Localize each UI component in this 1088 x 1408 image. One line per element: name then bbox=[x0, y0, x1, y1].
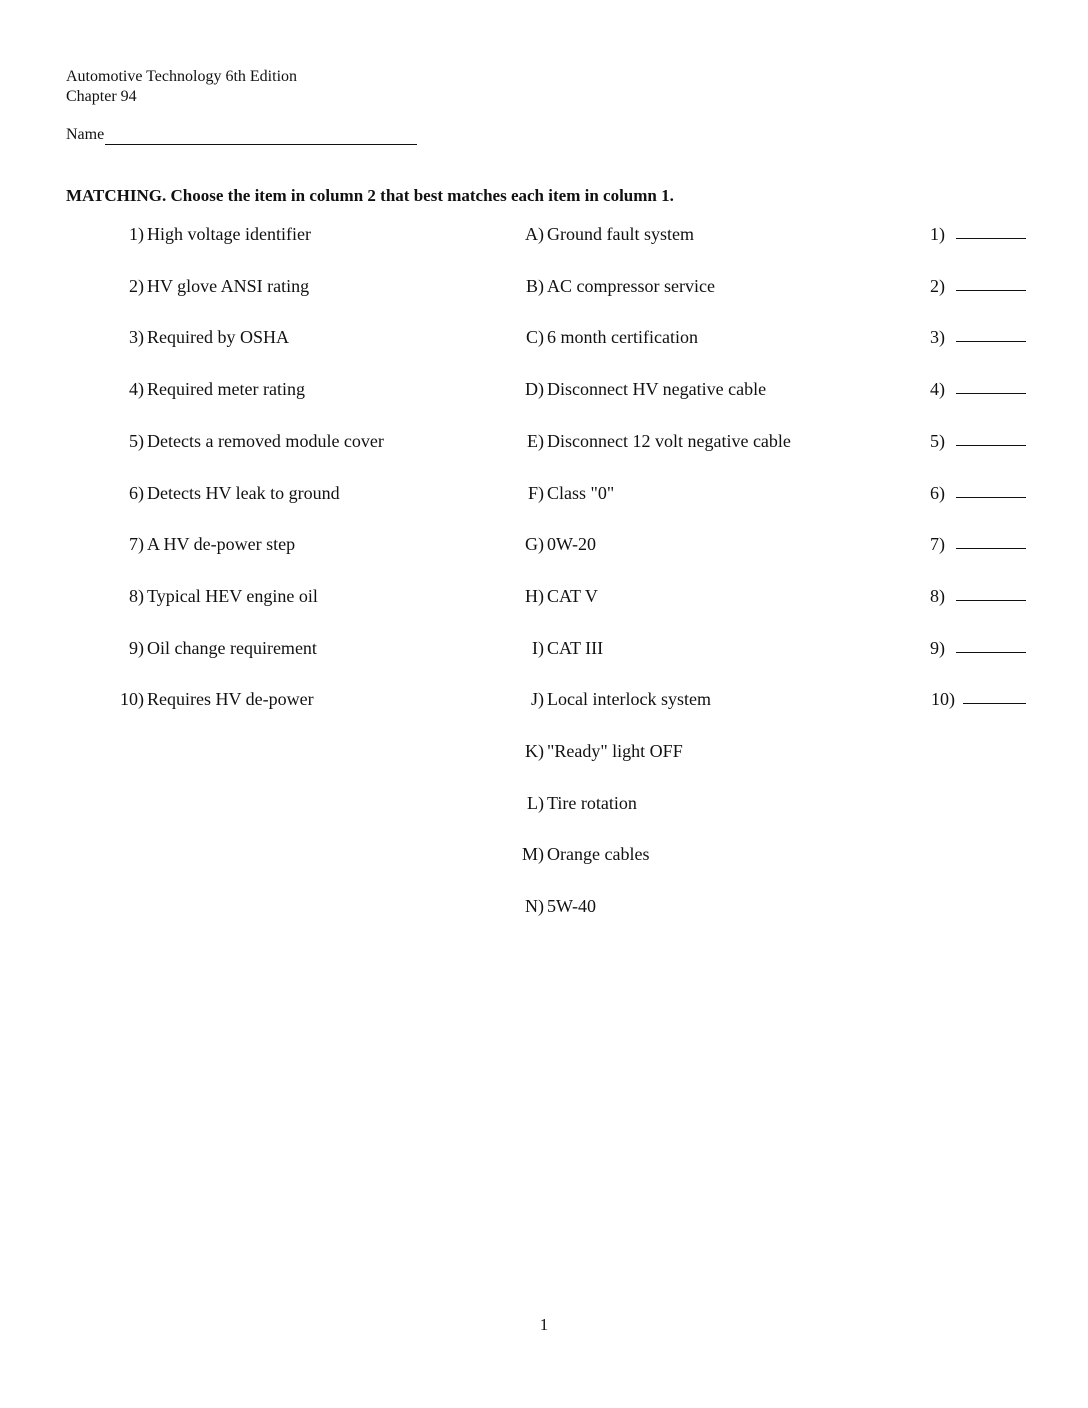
choice-letter: G) bbox=[525, 534, 544, 554]
answer-blank[interactable] bbox=[956, 290, 1026, 291]
answer-blank[interactable] bbox=[956, 445, 1026, 446]
answer-number: 8) bbox=[930, 586, 945, 606]
choice-text: Orange cables bbox=[547, 844, 650, 864]
answer-number: 9) bbox=[930, 638, 945, 658]
choice-letter: F) bbox=[527, 483, 544, 503]
choice-text: 5W-40 bbox=[547, 896, 596, 916]
choice-text: "Ready" light OFF bbox=[547, 741, 683, 761]
answer-blank[interactable] bbox=[956, 600, 1026, 601]
premise-text: Typical HEV engine oil bbox=[147, 586, 318, 606]
answer-blank[interactable] bbox=[956, 497, 1026, 498]
answer-number: 5) bbox=[930, 431, 945, 451]
choice-letter: J) bbox=[531, 689, 544, 709]
chapter-label: Chapter 94 bbox=[66, 88, 137, 105]
book-title: Automotive Technology 6th Edition bbox=[66, 68, 298, 85]
premise-number: 2) bbox=[129, 276, 144, 296]
answer-number: 2) bbox=[930, 276, 945, 296]
choice-text: Disconnect 12 volt negative cable bbox=[547, 431, 791, 451]
answer-blank[interactable] bbox=[956, 238, 1026, 239]
answer-blank[interactable] bbox=[956, 548, 1026, 549]
name-row bbox=[66, 125, 417, 145]
name-label: Name bbox=[66, 126, 105, 143]
choice-text: Class "0" bbox=[547, 483, 615, 503]
choice-text: Tire rotation bbox=[547, 793, 637, 813]
premise-text: Required by OSHA bbox=[147, 327, 289, 347]
answer-number: 4) bbox=[930, 379, 945, 399]
premise-text: Requires HV de-power bbox=[147, 689, 314, 709]
premise-number: 3) bbox=[129, 327, 144, 347]
premise-number: 4) bbox=[129, 379, 144, 399]
matching-row bbox=[0, 893, 1088, 919]
choice-letter: C) bbox=[526, 327, 544, 347]
answer-number: 1) bbox=[930, 224, 945, 244]
choice-letter: E) bbox=[527, 431, 544, 451]
matching-row bbox=[0, 635, 1088, 661]
choice-text: 6 month certification bbox=[547, 327, 698, 347]
choice-text: Disconnect HV negative cable bbox=[547, 379, 767, 399]
choice-text: CAT III bbox=[547, 638, 604, 658]
choice-letter: H) bbox=[525, 586, 544, 606]
matching-row bbox=[0, 480, 1088, 506]
premise-text: Required meter rating bbox=[147, 379, 305, 399]
choice-letter: I) bbox=[532, 638, 544, 658]
choice-text: CAT V bbox=[547, 586, 598, 606]
page-number: 1 bbox=[539, 1315, 549, 1334]
choice-text: AC compressor service bbox=[547, 276, 715, 296]
choice-letter: K) bbox=[525, 741, 544, 761]
matching-row bbox=[0, 686, 1088, 712]
premise-text: A HV de-power step bbox=[147, 534, 296, 554]
premise-number: 7) bbox=[129, 534, 144, 554]
matching-row bbox=[0, 324, 1088, 350]
premise-text: Oil change requirement bbox=[147, 638, 317, 658]
matching-row bbox=[0, 376, 1088, 402]
choice-letter: B) bbox=[526, 276, 544, 296]
answer-blank[interactable] bbox=[956, 652, 1026, 653]
premise-text: High voltage identifier bbox=[147, 224, 311, 244]
matching-row bbox=[0, 841, 1088, 867]
premise-text: Detects HV leak to ground bbox=[147, 483, 340, 503]
answer-number: 7) bbox=[930, 534, 945, 554]
choice-letter: D) bbox=[525, 379, 544, 399]
premise-number: 9) bbox=[129, 638, 144, 658]
answer-blank[interactable] bbox=[963, 703, 1026, 704]
answer-blank[interactable] bbox=[956, 393, 1026, 394]
matching-row bbox=[0, 273, 1088, 299]
choice-letter: A) bbox=[525, 224, 544, 244]
matching-row bbox=[0, 583, 1088, 609]
choice-text: Local interlock system bbox=[547, 689, 711, 709]
premise-number: 10) bbox=[120, 689, 144, 709]
matching-row bbox=[0, 531, 1088, 557]
answer-number: 3) bbox=[930, 327, 945, 347]
premise-number: 5) bbox=[129, 431, 144, 451]
choice-text: 0W-20 bbox=[547, 534, 596, 554]
name-field[interactable] bbox=[105, 126, 417, 145]
premise-number: 1) bbox=[129, 224, 144, 244]
choice-letter: M) bbox=[522, 844, 544, 864]
choice-letter: L) bbox=[527, 793, 544, 813]
choice-letter: N) bbox=[525, 896, 544, 916]
premise-number: 6) bbox=[129, 483, 144, 503]
answer-number: 6) bbox=[930, 483, 945, 503]
matching-row bbox=[0, 428, 1088, 454]
premise-text: Detects a removed module cover bbox=[147, 431, 384, 451]
matching-instructions: MATCHING. Choose the item in column 2 that best matches each item in column 1. bbox=[66, 186, 674, 205]
answer-blank[interactable] bbox=[956, 341, 1026, 342]
premise-number: 8) bbox=[129, 586, 144, 606]
premise-text: HV glove ANSI rating bbox=[147, 276, 310, 296]
matching-row bbox=[0, 790, 1088, 816]
choice-text: Ground fault system bbox=[547, 224, 694, 244]
answer-number: 10) bbox=[931, 689, 955, 709]
matching-row bbox=[0, 221, 1088, 247]
matching-row bbox=[0, 738, 1088, 764]
